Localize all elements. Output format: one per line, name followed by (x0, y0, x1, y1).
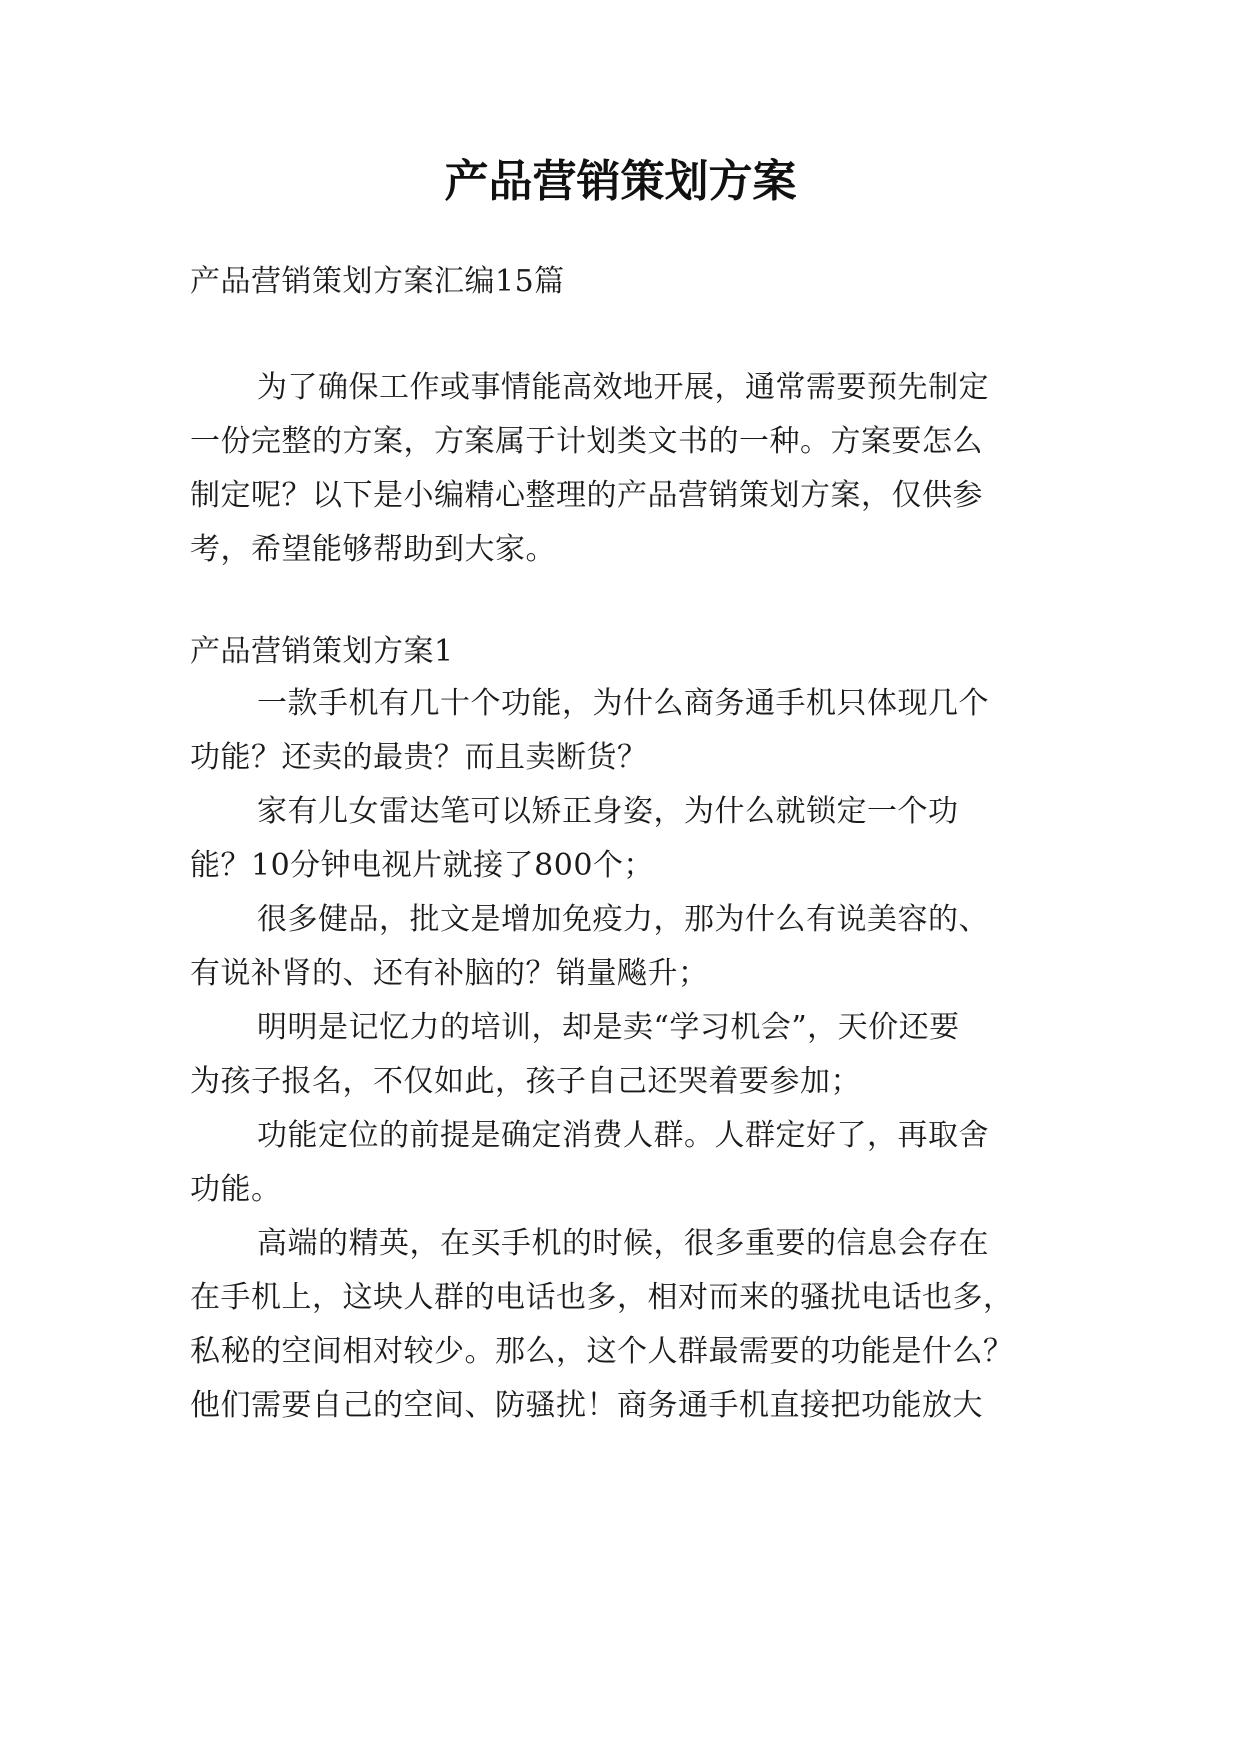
body-line: 很多健品，批文是增加免疫力，那为什么有说美容的、 (257, 902, 989, 937)
document-title: 产品营销策划方案 (444, 156, 797, 207)
body-line: 功能。 (190, 1172, 282, 1207)
body-line: 能？10分钟电视片就接了800个； (190, 848, 654, 883)
intro-line: 一份完整的方案，方案属于计划类文书的一种。方案要怎么 (190, 424, 983, 459)
body-line: 私秘的空间相对较少。那么，这个人群最需要的功能是什么？ (190, 1334, 1014, 1369)
body-line: 为孩子报名，不仅如此，孩子自己还哭着要参加； (190, 1064, 861, 1099)
body-line: 功能？还卖的最贵？而且卖断货？ (190, 740, 648, 775)
body-line: 功能定位的前提是确定消费人群。人群定好了，再取舍 (257, 1118, 989, 1153)
body-line: 明明是记忆力的培训，却是卖“学习机会”，天价还要 (257, 1010, 960, 1045)
body-line: 一款手机有几十个功能，为什么商务通手机只体现几个 (257, 686, 989, 721)
body-line: 高端的精英，在买手机的时候，很多重要的信息会存在 (257, 1226, 989, 1261)
body-line: 在手机上，这块人群的电话也多，相对而来的骚扰电话也多， (190, 1280, 1014, 1315)
document-subtitle: 产品营销策划方案汇编15篇 (190, 264, 565, 299)
body-line: 有说补肾的、还有补脑的？销量飚升； (190, 956, 709, 991)
intro-line: 为了确保工作或事情能高效地开展，通常需要预先制定 (257, 370, 989, 405)
body-line: 他们需要自己的空间、防骚扰！商务通手机直接把功能放大 (190, 1388, 983, 1423)
intro-line: 制定呢？以下是小编精心整理的产品营销策划方案，仅供参 (190, 478, 983, 513)
body-line: 家有儿女雷达笔可以矫正身姿，为什么就锁定一个功 (257, 794, 959, 829)
intro-line: 考，希望能够帮助到大家。 (190, 532, 556, 567)
section-heading: 产品营销策划方案1 (190, 634, 454, 669)
